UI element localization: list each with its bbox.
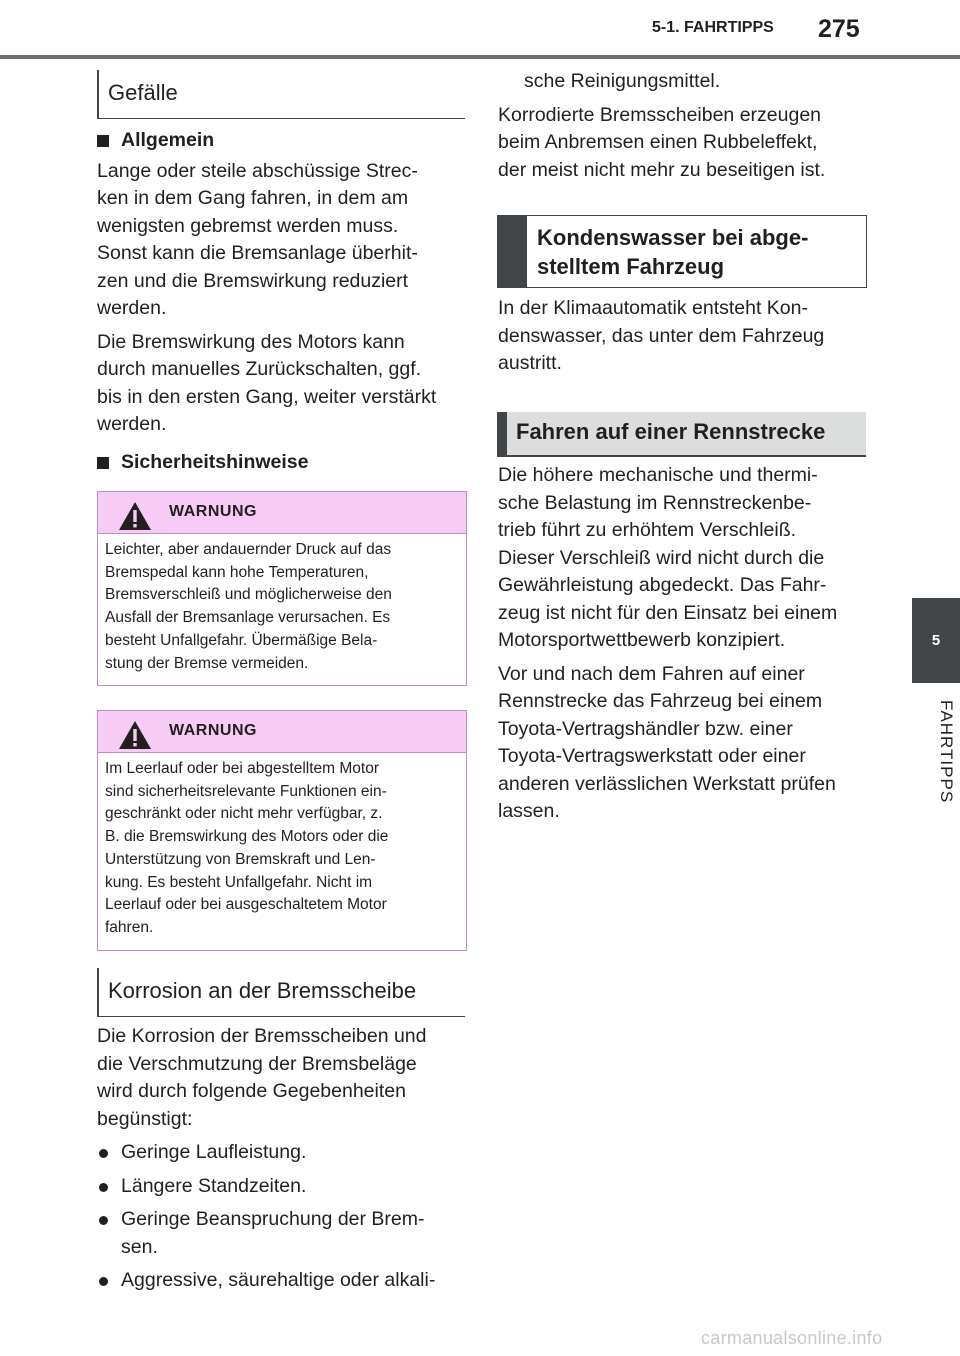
list-item xyxy=(97,1139,465,1167)
text-line: Vor und nach dem Fahren auf einer xyxy=(498,662,805,685)
chapter-tab-label: FAHRTIPPS xyxy=(937,700,956,804)
text-line: Bremsverschleiß und möglicherweise den xyxy=(105,586,392,604)
text-line: stelltem Fahrzeug xyxy=(537,254,725,279)
text-line: stung der Bremse vermeiden. xyxy=(105,654,309,672)
text-line: Geringe Beanspruchung der Brem- xyxy=(121,1208,425,1230)
heading-bar xyxy=(497,412,507,455)
warning-header xyxy=(98,711,466,753)
right-column-kondens xyxy=(498,295,866,378)
text-line: Lange oder steile abschüssige Strec- xyxy=(97,159,418,182)
text-line: geschränkt oder nicht mehr verfügbar, z. xyxy=(105,805,383,823)
text-line: Aggressive, säurehaltige oder alkali- xyxy=(121,1269,436,1291)
text-line: Korrodierte Bremsscheiben erzeugen xyxy=(498,103,822,126)
text-line: denswasser, das unter dem Fahrzeug xyxy=(498,324,825,347)
text-line: austritt. xyxy=(498,352,562,374)
text-line: fahren. xyxy=(105,918,154,936)
text-line: Leichter, aber andauernder Druck auf das xyxy=(105,541,392,558)
square-bullet-icon xyxy=(97,457,109,469)
heading-bar xyxy=(498,216,527,287)
square-bullet-icon xyxy=(97,135,109,147)
text-line: lassen. xyxy=(498,800,560,822)
paragraph-allgemein-1 xyxy=(97,158,465,323)
paragraph-rennstrecke-1 xyxy=(498,462,866,655)
paragraph-allgemein-2 xyxy=(97,329,465,439)
text-line: anderen verlässlichen Werkstatt prüfen xyxy=(498,772,836,795)
subheading-sicherheit xyxy=(97,449,465,477)
left-column-top xyxy=(97,70,465,476)
running-header-section: 5-1. FAHRTIPPS xyxy=(652,19,774,36)
warning-box-1 xyxy=(97,491,467,686)
bullet-dot-icon xyxy=(99,1183,108,1192)
text-line: zeug ist nicht für den Einsatz bei einem xyxy=(498,601,838,624)
text-line: sen. xyxy=(121,1235,158,1258)
heading-gefaelle: Gefälle xyxy=(97,70,465,119)
text-line: Toyota-Vertragshändler bzw. einer xyxy=(498,717,793,740)
text-line: wenigsten gebremst werden muss. xyxy=(97,214,399,237)
text-line: sind sicherheitsrelevante Funktionen ein- xyxy=(105,782,387,800)
text-line: wird durch folgende Gegebenheiten xyxy=(97,1080,406,1102)
subheading-allgemein xyxy=(97,127,465,155)
text-line: beim Anbremsen einen Rubbeleffekt, xyxy=(498,131,818,153)
text-line: Gewährleistung abgedeckt. Das Fahr- xyxy=(498,574,827,596)
heading-korrosion: Korrosion an der Bremsscheibe xyxy=(97,968,465,1017)
list-item xyxy=(97,1267,465,1295)
text-line: Leerlauf oder bei ausgeschaltetem Motor xyxy=(105,896,387,914)
text-line: B. die Bremswirkung des Motors oder die xyxy=(105,828,389,846)
text-line: werden. xyxy=(97,297,167,319)
warning-text xyxy=(98,753,466,950)
heading-kondenswasser-text xyxy=(537,216,866,287)
warning-header xyxy=(98,492,466,534)
text-line: ken in dem Gang fahren, in dem am xyxy=(97,187,409,209)
text-line: Im Leerlauf oder bei abgestelltem Motor xyxy=(105,760,379,777)
warning-box-2 xyxy=(97,710,467,951)
heading-kondenswasser xyxy=(497,215,867,288)
text-line: bis in den ersten Gang, weiter verstärkt xyxy=(97,385,437,408)
text-line: zen und die Bremswirkung reduziert xyxy=(97,269,409,292)
bullet-dot-icon xyxy=(99,1216,108,1225)
list-item xyxy=(97,1173,465,1201)
text-line: kung. Es besteht Unfallgefahr. Nicht im xyxy=(105,873,373,891)
list-item xyxy=(97,1206,465,1261)
text-line: der meist nicht mehr zu beseitigen ist. xyxy=(498,158,826,181)
text-line: trieb führt zu erhöhtem Verschleiß. xyxy=(498,519,797,541)
text-line: Ausfall der Bremsanlage verursachen. Es xyxy=(105,609,391,627)
bullet-dot-icon xyxy=(99,1277,108,1286)
paragraph-korrosion-effekt xyxy=(498,102,866,185)
text-line: Dieser Verschleiß wird nicht durch die xyxy=(498,546,825,569)
text-line: Bremspedal kann hohe Temperaturen, xyxy=(105,563,369,581)
text-line: In der Klimaautomatik entsteht Kon- xyxy=(498,297,808,319)
warning-triangle-icon xyxy=(118,501,152,531)
paragraph-korrosion xyxy=(97,1023,465,1133)
left-column-bottom xyxy=(97,968,465,1295)
warning-text xyxy=(98,534,466,685)
warning-triangle-icon xyxy=(118,720,152,750)
text-line: die Verschmutzung der Bremsbeläge xyxy=(97,1052,417,1075)
text-line: Unterstützung von Bremskraft und Len- xyxy=(105,850,376,868)
bullet-continuation: sche Reinigungsmittel. xyxy=(524,70,721,92)
text-line: durch manuelles Zurückschalten, ggf. xyxy=(97,358,422,380)
warning-title: WARNUNG xyxy=(169,722,257,739)
right-column-renn xyxy=(498,462,866,826)
text-line: Kondenswasser bei abge- xyxy=(537,225,809,250)
paragraph-rennstrecke-2 xyxy=(498,661,866,826)
text-line: Die höhere mechanische und thermi- xyxy=(498,464,818,486)
header-rule xyxy=(0,55,960,59)
text-line: Sonst kann die Bremsanlage überhit- xyxy=(97,242,418,264)
paragraph-kondenswasser xyxy=(498,295,866,378)
text-line: Längere Standzeiten. xyxy=(121,1174,307,1197)
text-line: Die Bremswirkung des Motors kann xyxy=(97,330,405,353)
text-line: Motorsportwettbewerb konzipiert. xyxy=(498,629,786,651)
page-number: 275 xyxy=(818,15,860,43)
watermark: carmanualsonline.info xyxy=(701,1328,883,1348)
chapter-tab: 5 xyxy=(912,598,960,683)
right-column-top xyxy=(498,68,866,184)
text-line: Rennstrecke das Fahrzeug bei einem xyxy=(498,690,823,712)
subheading-sicherheit-text: Sicherheitshinweise xyxy=(121,450,309,473)
text-line: Die Korrosion der Bremsscheiben und xyxy=(97,1025,427,1047)
bullet-dot-icon xyxy=(99,1149,108,1158)
warning-title: WARNUNG xyxy=(169,503,257,520)
text-line: Toyota-Vertragswerkstatt oder einer xyxy=(498,745,806,767)
heading-rennstrecke-text: Fahren auf einer Rennstrecke xyxy=(516,419,826,444)
text-line: werden. xyxy=(97,413,167,435)
text-line: sche Belastung im Rennstreckenbe- xyxy=(498,491,812,514)
text-line: begünstigt: xyxy=(97,1107,193,1130)
text-line: besteht Unfallgefahr. Übermäßige Bela- xyxy=(105,631,378,649)
heading-rennstrecke xyxy=(497,412,866,457)
text-line: Geringe Laufleistung. xyxy=(121,1141,307,1163)
subheading-allgemein-text: Allgemein xyxy=(121,129,215,151)
